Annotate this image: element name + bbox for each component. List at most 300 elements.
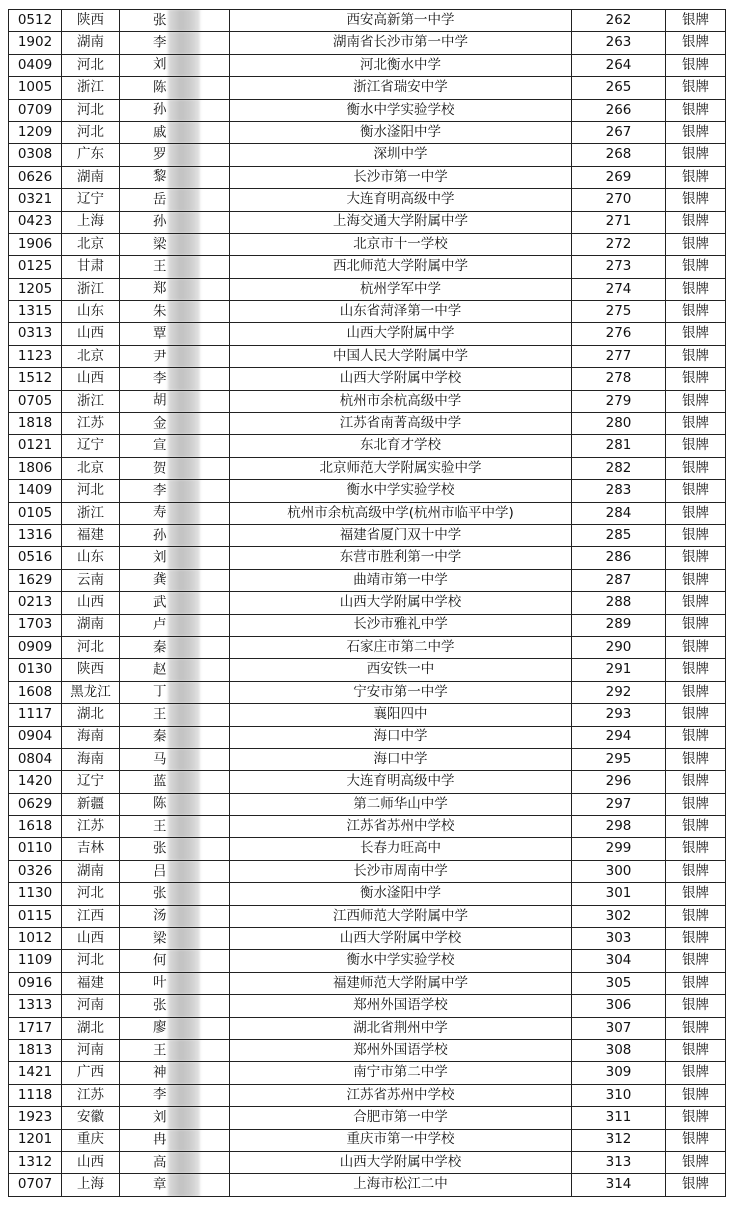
province: 河南 [62,995,120,1017]
contestant-id: 1512 [9,368,62,390]
province: 北京 [62,233,120,255]
table-row [9,771,726,793]
table-row [9,323,726,345]
province: 海南 [62,748,120,770]
medal: 银牌 [666,592,726,614]
contestant-name [120,10,230,32]
table-row [9,390,726,412]
province: 福建 [62,972,120,994]
table-row [9,793,726,815]
contestant-name [120,1107,230,1129]
contestant-id: 0707 [9,1174,62,1196]
surname: 朱 [153,303,167,320]
school: 上海交通大学附属中学 [230,211,572,233]
province: 山西 [62,1151,120,1173]
name-redaction-blur [168,10,200,32]
contestant-name [120,1017,230,1039]
medal: 银牌 [666,860,726,882]
province: 陕西 [62,10,120,32]
surname: 李 [153,482,167,499]
rank: 280 [572,413,666,435]
surname: 岳 [153,191,167,208]
surname: 陈 [153,79,167,96]
contestant-id: 1629 [9,569,62,591]
contestant-name [120,301,230,323]
surname: 何 [153,952,167,969]
table-row [9,502,726,524]
name-redaction-blur [168,1017,200,1039]
province: 甘肃 [62,256,120,278]
school: 曲靖市第一中学 [230,569,572,591]
contestant-id: 0105 [9,502,62,524]
medal: 银牌 [666,659,726,681]
contestant-id: 0516 [9,547,62,569]
school: 中国人民大学附属中学 [230,345,572,367]
province: 浙江 [62,278,120,300]
table-row [9,256,726,278]
contestant-name [120,972,230,994]
school: 衡水滏阳中学 [230,121,572,143]
province: 北京 [62,345,120,367]
medal: 银牌 [666,166,726,188]
surname: 吕 [153,862,167,879]
rank: 285 [572,524,666,546]
name-redaction-blur [168,144,200,166]
province: 江苏 [62,1084,120,1106]
contestant-name [120,413,230,435]
contestant-id: 1313 [9,995,62,1017]
name-redaction-blur [168,233,200,255]
table-row [9,278,726,300]
rank: 308 [572,1039,666,1061]
medal: 银牌 [666,502,726,524]
table-row [9,99,726,121]
contestant-id: 1201 [9,1129,62,1151]
table-row [9,480,726,502]
rank: 281 [572,435,666,457]
contestant-id: 0213 [9,592,62,614]
contestant-id: 0909 [9,636,62,658]
name-redaction-blur [168,592,200,614]
rank: 288 [572,592,666,614]
contestant-name [120,211,230,233]
medal: 银牌 [666,189,726,211]
rank: 284 [572,502,666,524]
contestant-name [120,547,230,569]
rank: 269 [572,166,666,188]
table-row [9,860,726,882]
medal: 银牌 [666,793,726,815]
medal: 银牌 [666,726,726,748]
surname: 章 [153,1176,167,1193]
medal: 银牌 [666,704,726,726]
school: 海口中学 [230,726,572,748]
contestant-id: 1409 [9,480,62,502]
rank: 273 [572,256,666,278]
medal: 银牌 [666,390,726,412]
surname: 宣 [153,437,167,454]
table-row [9,659,726,681]
contestant-id: 1717 [9,1017,62,1039]
contestant-name [120,524,230,546]
contestant-id: 1902 [9,32,62,54]
province: 浙江 [62,502,120,524]
table-row [9,905,726,927]
surname: 戚 [153,123,167,140]
medal: 银牌 [666,614,726,636]
medal: 银牌 [666,32,726,54]
province: 湖北 [62,1017,120,1039]
table-row [9,726,726,748]
table-row [9,77,726,99]
contestant-id: 1813 [9,1039,62,1061]
surname: 贺 [153,459,167,476]
table-row [9,547,726,569]
surname: 王 [153,818,167,834]
table-row [9,189,726,211]
surname: 陈 [153,795,167,812]
rank: 282 [572,457,666,479]
contestant-id: 1618 [9,816,62,838]
province: 湖南 [62,32,120,54]
province: 河南 [62,1039,120,1061]
table-row [9,1107,726,1129]
name-redaction-blur [168,726,200,748]
table-row [9,32,726,54]
name-redaction-blur [168,659,200,681]
surname: 王 [153,258,167,275]
rank: 271 [572,211,666,233]
rank: 287 [572,569,666,591]
rank: 296 [572,771,666,793]
results-table [8,9,726,1197]
contestant-id: 0512 [9,10,62,32]
table-row [9,1017,726,1039]
province: 陕西 [62,659,120,681]
school: 北京市十一学校 [230,233,572,255]
contestant-id: 0705 [9,390,62,412]
rank: 283 [572,480,666,502]
table-row [9,368,726,390]
table-row [9,345,726,367]
rank: 310 [572,1084,666,1106]
table-row [9,10,726,32]
contestant-name [120,278,230,300]
rank: 262 [572,10,666,32]
province: 黑龙江 [62,681,120,703]
table-row [9,838,726,860]
school: 山西大学附属中学校 [230,368,572,390]
table-row [9,995,726,1017]
contestant-name [120,99,230,121]
school: 浙江省瑞安中学 [230,77,572,99]
rank: 311 [572,1107,666,1129]
surname: 罗 [153,146,167,163]
name-redaction-blur [168,905,200,927]
name-redaction-blur [168,390,200,412]
contestant-name [120,1084,230,1106]
contestant-name [120,457,230,479]
contestant-name [120,390,230,412]
province: 湖南 [62,166,120,188]
contestant-name [120,569,230,591]
surname: 寿 [153,504,167,521]
school: 东北育才学校 [230,435,572,457]
school: 河北衡水中学 [230,54,572,76]
surname: 孙 [153,526,167,543]
name-redaction-blur [168,278,200,300]
name-redaction-blur [168,435,200,457]
contestant-id: 0904 [9,726,62,748]
surname: 李 [153,34,167,51]
contestant-name [120,771,230,793]
name-redaction-blur [168,32,200,54]
province: 福建 [62,524,120,546]
contestant-id: 1123 [9,345,62,367]
medal: 银牌 [666,144,726,166]
contestant-name [120,233,230,255]
table-row [9,144,726,166]
medal: 银牌 [666,77,726,99]
name-redaction-blur [168,950,200,972]
contestant-name [120,345,230,367]
rank: 295 [572,748,666,770]
surname: 梁 [153,235,167,252]
contestant-name [120,681,230,703]
surname: 刘 [153,549,167,566]
surname: 王 [153,1041,167,1058]
table-row [9,1151,726,1173]
school: 杭州市余杭高级中学(杭州市临平中学) [230,502,572,524]
table-row [9,1062,726,1084]
medal: 银牌 [666,345,726,367]
contestant-id: 0626 [9,166,62,188]
contestant-id: 0115 [9,905,62,927]
rank: 307 [572,1017,666,1039]
rank: 276 [572,323,666,345]
school: 大连育明高级中学 [230,189,572,211]
surname: 覃 [153,325,167,342]
medal: 银牌 [666,771,726,793]
surname: 郑 [153,280,167,297]
rank: 265 [572,77,666,99]
school: 衡水中学实验学校 [230,950,572,972]
contestant-name [120,950,230,972]
surname: 刘 [153,56,167,73]
table-row [9,704,726,726]
medal: 银牌 [666,636,726,658]
province: 河北 [62,883,120,905]
rank: 274 [572,278,666,300]
rank: 298 [572,816,666,838]
medal: 银牌 [666,323,726,345]
school: 长沙市雅礼中学 [230,614,572,636]
province: 河北 [62,121,120,143]
rank: 291 [572,659,666,681]
name-redaction-blur [168,524,200,546]
rank: 303 [572,928,666,950]
rank: 300 [572,860,666,882]
table-row [9,816,726,838]
name-redaction-blur [168,301,200,323]
contestant-id: 0629 [9,793,62,815]
surname: 尹 [153,347,167,364]
province: 上海 [62,1174,120,1196]
contestant-name [120,32,230,54]
name-redaction-blur [168,547,200,569]
school: 杭州市余杭高级中学 [230,390,572,412]
table-row [9,950,726,972]
province: 江西 [62,905,120,927]
school: 山西大学附属中学 [230,323,572,345]
medal: 银牌 [666,256,726,278]
school: 湖南省长沙市第一中学 [230,32,572,54]
contestant-id: 0308 [9,144,62,166]
name-redaction-blur [168,502,200,524]
name-redaction-blur [168,323,200,345]
medal: 银牌 [666,883,726,905]
surname: 李 [153,1086,167,1103]
contestant-name [120,816,230,838]
medal: 银牌 [666,301,726,323]
surname: 黎 [153,168,167,185]
school: 山西大学附属中学校 [230,592,572,614]
school: 衡水滏阳中学 [230,883,572,905]
school: 长沙市周南中学 [230,860,572,882]
school: 江苏省苏州中学校 [230,1084,572,1106]
table-row [9,211,726,233]
table-row [9,636,726,658]
province: 重庆 [62,1129,120,1151]
contestant-name [120,905,230,927]
province: 云南 [62,569,120,591]
medal: 银牌 [666,905,726,927]
contestant-id: 1117 [9,704,62,726]
school: 江苏省南菁高级中学 [230,413,572,435]
surname: 张 [153,885,167,902]
school: 东营市胜利第一中学 [230,547,572,569]
contestant-id: 1806 [9,457,62,479]
contestant-id: 1130 [9,883,62,905]
name-redaction-blur [168,793,200,815]
rank: 279 [572,390,666,412]
contestant-id: 1118 [9,1084,62,1106]
school: 重庆市第一中学校 [230,1129,572,1151]
rank: 275 [572,301,666,323]
contestant-id: 0709 [9,99,62,121]
contestant-id: 0804 [9,748,62,770]
school: 杭州学军中学 [230,278,572,300]
province: 山西 [62,323,120,345]
name-redaction-blur [168,1129,200,1151]
name-redaction-blur [168,1084,200,1106]
medal: 银牌 [666,995,726,1017]
contestant-name [120,323,230,345]
name-redaction-blur [168,681,200,703]
surname: 张 [153,840,167,857]
name-redaction-blur [168,838,200,860]
contestant-name [120,793,230,815]
medal: 银牌 [666,121,726,143]
name-redaction-blur [168,1062,200,1084]
school: 山西大学附属中学校 [230,928,572,950]
name-redaction-blur [168,972,200,994]
rank: 302 [572,905,666,927]
rank: 277 [572,345,666,367]
school: 上海市松江二中 [230,1174,572,1196]
name-redaction-blur [168,77,200,99]
medal: 银牌 [666,1129,726,1151]
name-redaction-blur [168,995,200,1017]
rank: 309 [572,1062,666,1084]
medal: 银牌 [666,1039,726,1061]
name-redaction-blur [168,1039,200,1061]
school: 西安高新第一中学 [230,10,572,32]
contestant-name [120,256,230,278]
surname: 马 [153,750,167,767]
surname: 李 [153,370,167,387]
surname: 汤 [153,907,167,924]
surname: 孙 [153,213,167,230]
province: 吉林 [62,838,120,860]
surname: 赵 [153,661,167,678]
medal: 银牌 [666,1017,726,1039]
school: 湖北省荆州中学 [230,1017,572,1039]
province: 浙江 [62,390,120,412]
contestant-id: 0121 [9,435,62,457]
contestant-name [120,144,230,166]
contestant-name [120,659,230,681]
school: 合肥市第一中学 [230,1107,572,1129]
province: 辽宁 [62,435,120,457]
medal: 银牌 [666,681,726,703]
name-redaction-blur [168,614,200,636]
name-redaction-blur [168,1107,200,1129]
contestant-id: 0130 [9,659,62,681]
name-redaction-blur [168,211,200,233]
province: 新疆 [62,793,120,815]
table-row [9,569,726,591]
province: 辽宁 [62,771,120,793]
rank: 293 [572,704,666,726]
contestant-name [120,1129,230,1151]
name-redaction-blur [168,771,200,793]
school: 襄阳四中 [230,704,572,726]
surname: 刘 [153,1109,167,1126]
medal: 银牌 [666,10,726,32]
province: 山西 [62,928,120,950]
school: 山东省菏泽第一中学 [230,301,572,323]
name-redaction-blur [168,189,200,211]
contestant-id: 0423 [9,211,62,233]
province: 江苏 [62,413,120,435]
contestant-id: 1316 [9,524,62,546]
name-redaction-blur [168,883,200,905]
medal: 银牌 [666,278,726,300]
surname: 丁 [153,683,167,700]
table-row [9,524,726,546]
contestant-name [120,54,230,76]
name-redaction-blur [168,1174,200,1196]
contestant-id: 1818 [9,413,62,435]
surname: 张 [153,997,167,1014]
name-redaction-blur [168,1151,200,1173]
surname: 卢 [153,616,167,633]
contestant-id: 1005 [9,77,62,99]
contestant-name [120,592,230,614]
contestant-id: 0409 [9,54,62,76]
table-row [9,1084,726,1106]
